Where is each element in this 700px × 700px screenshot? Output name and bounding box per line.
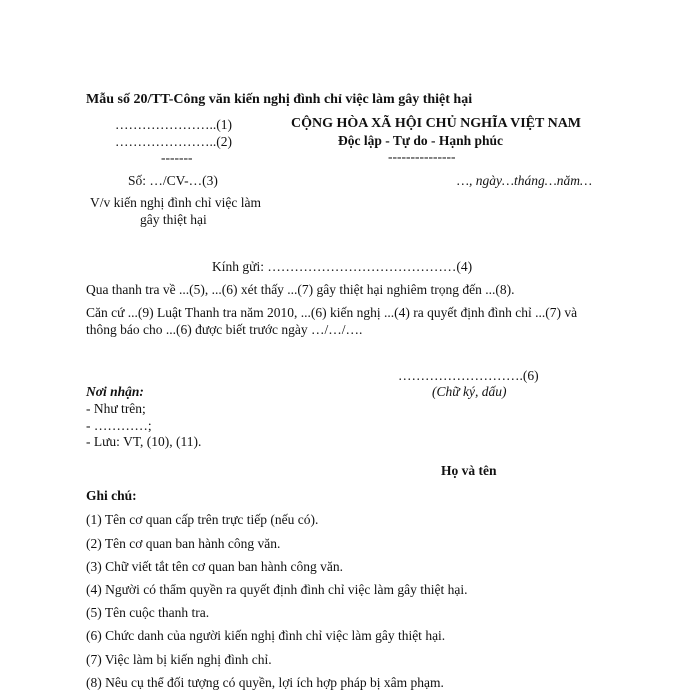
signer-title-line: ……………………….(6) (398, 368, 539, 383)
document-number: Số: …/CV-…(3) (128, 173, 218, 188)
right-header-divider: --------------- (388, 149, 456, 164)
note-item: (6) Chức danh của người kiến nghị đình chỉ việc làm gây thiệt hại. (86, 628, 446, 643)
recipient-line: Kính gửi: ……………………………………(4) (212, 259, 473, 274)
recipients-title: Nơi nhận: (86, 384, 144, 399)
subject-line-2: gây thiệt hại (140, 212, 207, 227)
body-paragraph-1: Qua thanh tra về ...(5), ...(6) xét thấy ...(7) gây thiệt hại nghiêm trọng đến ...(8). (86, 282, 515, 297)
note-item: (8) Nêu cụ thể đối tượng có quyền, lợi ích hợp pháp bị xâm phạm. (86, 675, 444, 690)
note-item: (5) Tên cuộc thanh tra. (86, 605, 210, 620)
signature-note: (Chữ ký, dấu) (432, 384, 507, 399)
nation-name: CỘNG HÒA XÃ HỘI CHỦ NGHĨA VIỆT NAM (291, 116, 582, 131)
note-item: (1) Tên cơ quan cấp trên trực tiếp (nếu có). (86, 512, 319, 527)
issuing-agency-line: …………………..(2) (115, 134, 232, 149)
note-item: (4) Người có thẩm quyền ra quyết định đình chỉ việc làm gây thiệt hại. (86, 582, 468, 597)
recipients-item: - Như trên; (86, 401, 146, 416)
date-line: …, ngày…tháng…năm… (457, 173, 593, 188)
body-paragraph-2-line-1: Căn cứ ...(9) Luật Thanh tra năm 2010, ...(6) kiến nghị ...(4) ra quyết định đình chỉ ...(7) và (86, 305, 578, 320)
left-header-divider: ------- (161, 150, 193, 165)
notes-title: Ghi chú: (86, 488, 137, 503)
note-item: (3) Chữ viết tắt tên cơ quan ban hành công văn. (86, 559, 344, 574)
note-item: (2) Tên cơ quan ban hành công văn. (86, 536, 281, 551)
body-paragraph-2-line-2: thông báo cho ...(6) được biết trước ngày …/…/…. (86, 322, 363, 337)
form-title: Mẫu số 20/TT-Công văn kiến nghị đình chỉ việc làm gây thiệt hại (86, 92, 473, 107)
issuing-authority-line: …………………..(1) (115, 117, 232, 132)
national-motto: Độc lập - Tự do - Hạnh phúc (338, 133, 504, 148)
recipients-item: - …………; (86, 418, 152, 433)
recipients-item: - Lưu: VT, (10), (11). (86, 434, 202, 449)
signer-name-label: Họ và tên (441, 463, 497, 478)
note-item: (7) Việc làm bị kiến nghị đình chỉ. (86, 652, 272, 667)
subject-line-1: V/v kiến nghị đình chỉ việc làm (90, 195, 261, 210)
